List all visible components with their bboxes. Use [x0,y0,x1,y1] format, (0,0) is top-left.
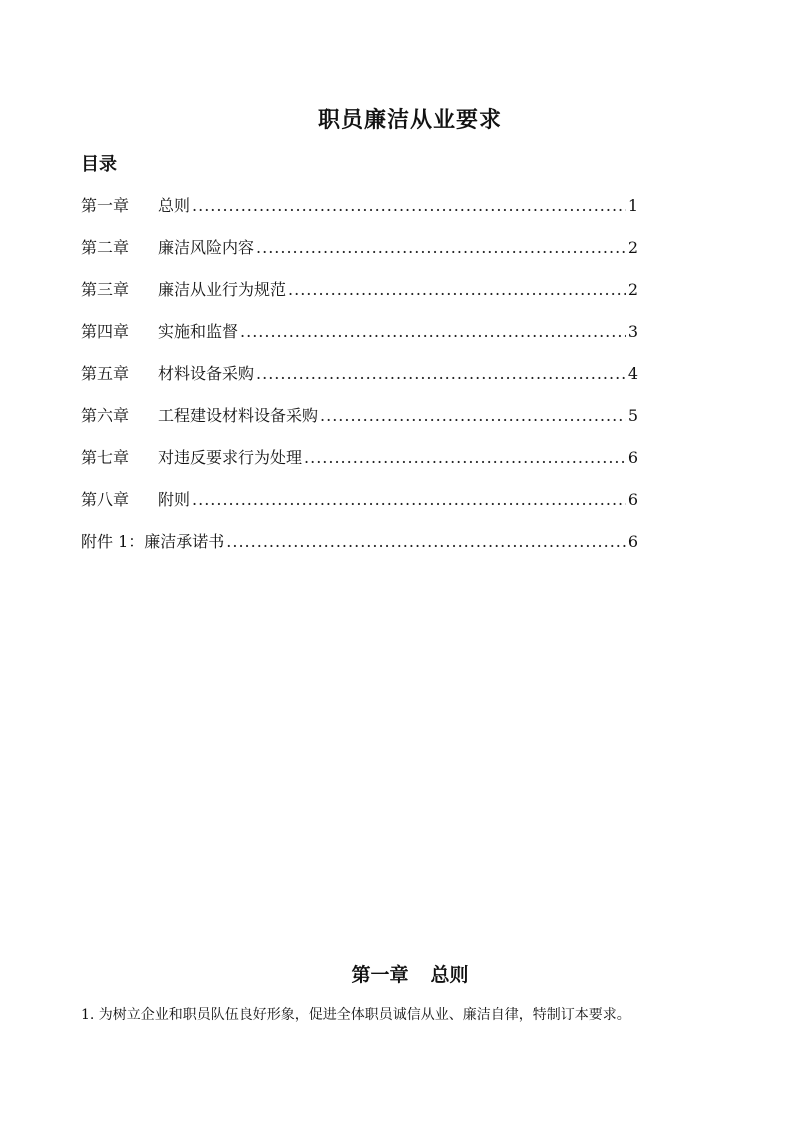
document-title: 职员廉洁从业要求 [317,107,502,133]
section-chapter-title: 总则 [430,964,469,986]
toc-chapter-number: 第三章 [81,280,130,299]
toc-page-number: 1 [627,196,638,215]
toc-chapter-number: 第七章 [81,448,130,467]
toc-chapter-number: 第六章 [81,406,130,425]
toc-dot-leader [226,532,626,551]
toc-chapter-number: 第五章 [81,364,130,383]
toc-page-number: 5 [627,406,638,425]
toc-chapter-title: 廉洁从业行为规范 [158,280,287,299]
toc-page-number: 2 [627,280,638,299]
toc-dot-leader [192,490,626,509]
toc-chapter-number: 第八章 [81,490,130,509]
toc-page-number: 4 [627,364,638,383]
toc-entry[interactable] [81,193,638,235]
toc-entry[interactable] [81,403,638,445]
toc-entry[interactable] [81,319,638,361]
toc-dot-leader [288,280,626,299]
toc-entry[interactable] [81,235,638,277]
toc-page-number: 6 [627,532,638,551]
toc-dot-leader [256,364,626,383]
toc-chapter-title: 附则 [158,490,191,509]
toc-chapter-number: 第一章 [81,196,130,215]
toc-chapter-title: 对违反要求行为处理 [158,448,303,467]
toc-dot-leader [256,238,626,257]
toc-page-number: 6 [627,448,638,467]
toc-heading: 目录 [81,154,117,175]
toc-chapter-title: 实施和监督 [158,322,239,341]
toc-chapter-number: 第四章 [81,322,130,341]
toc-page-number: 2 [627,238,638,257]
toc-chapter-title: 廉洁风险内容 [158,238,255,257]
section-chapter-number: 第一章 [351,964,409,986]
section-heading [0,960,800,987]
toc-entry[interactable] [81,487,638,529]
toc-page-number: 6 [627,490,638,509]
toc-entry[interactable] [81,361,638,403]
toc-appendix-title: 廉洁承诺书 [144,532,225,551]
toc-entry[interactable] [81,445,638,487]
toc-entry-appendix[interactable] [81,529,638,571]
toc-dot-leader [304,448,626,467]
toc-page-number: 3 [627,322,638,341]
toc-appendix-number: 附件 1： [81,532,145,551]
toc-chapter-number: 第二章 [81,238,130,257]
toc-dot-leader [192,196,626,215]
toc-dot-leader [320,406,626,425]
toc-dot-leader [240,322,626,341]
toc-entry[interactable] [81,277,638,319]
toc-chapter-title: 工程建设材料设备采购 [158,406,319,425]
body-paragraph: 1. 为树立企业和职员队伍良好形象，促进全体职员诚信从业、廉洁自律，特制订本要求。 [81,1007,631,1023]
toc-chapter-title: 材料设备采购 [158,364,255,383]
table-of-contents [81,193,638,571]
toc-chapter-title: 总则 [158,196,191,215]
